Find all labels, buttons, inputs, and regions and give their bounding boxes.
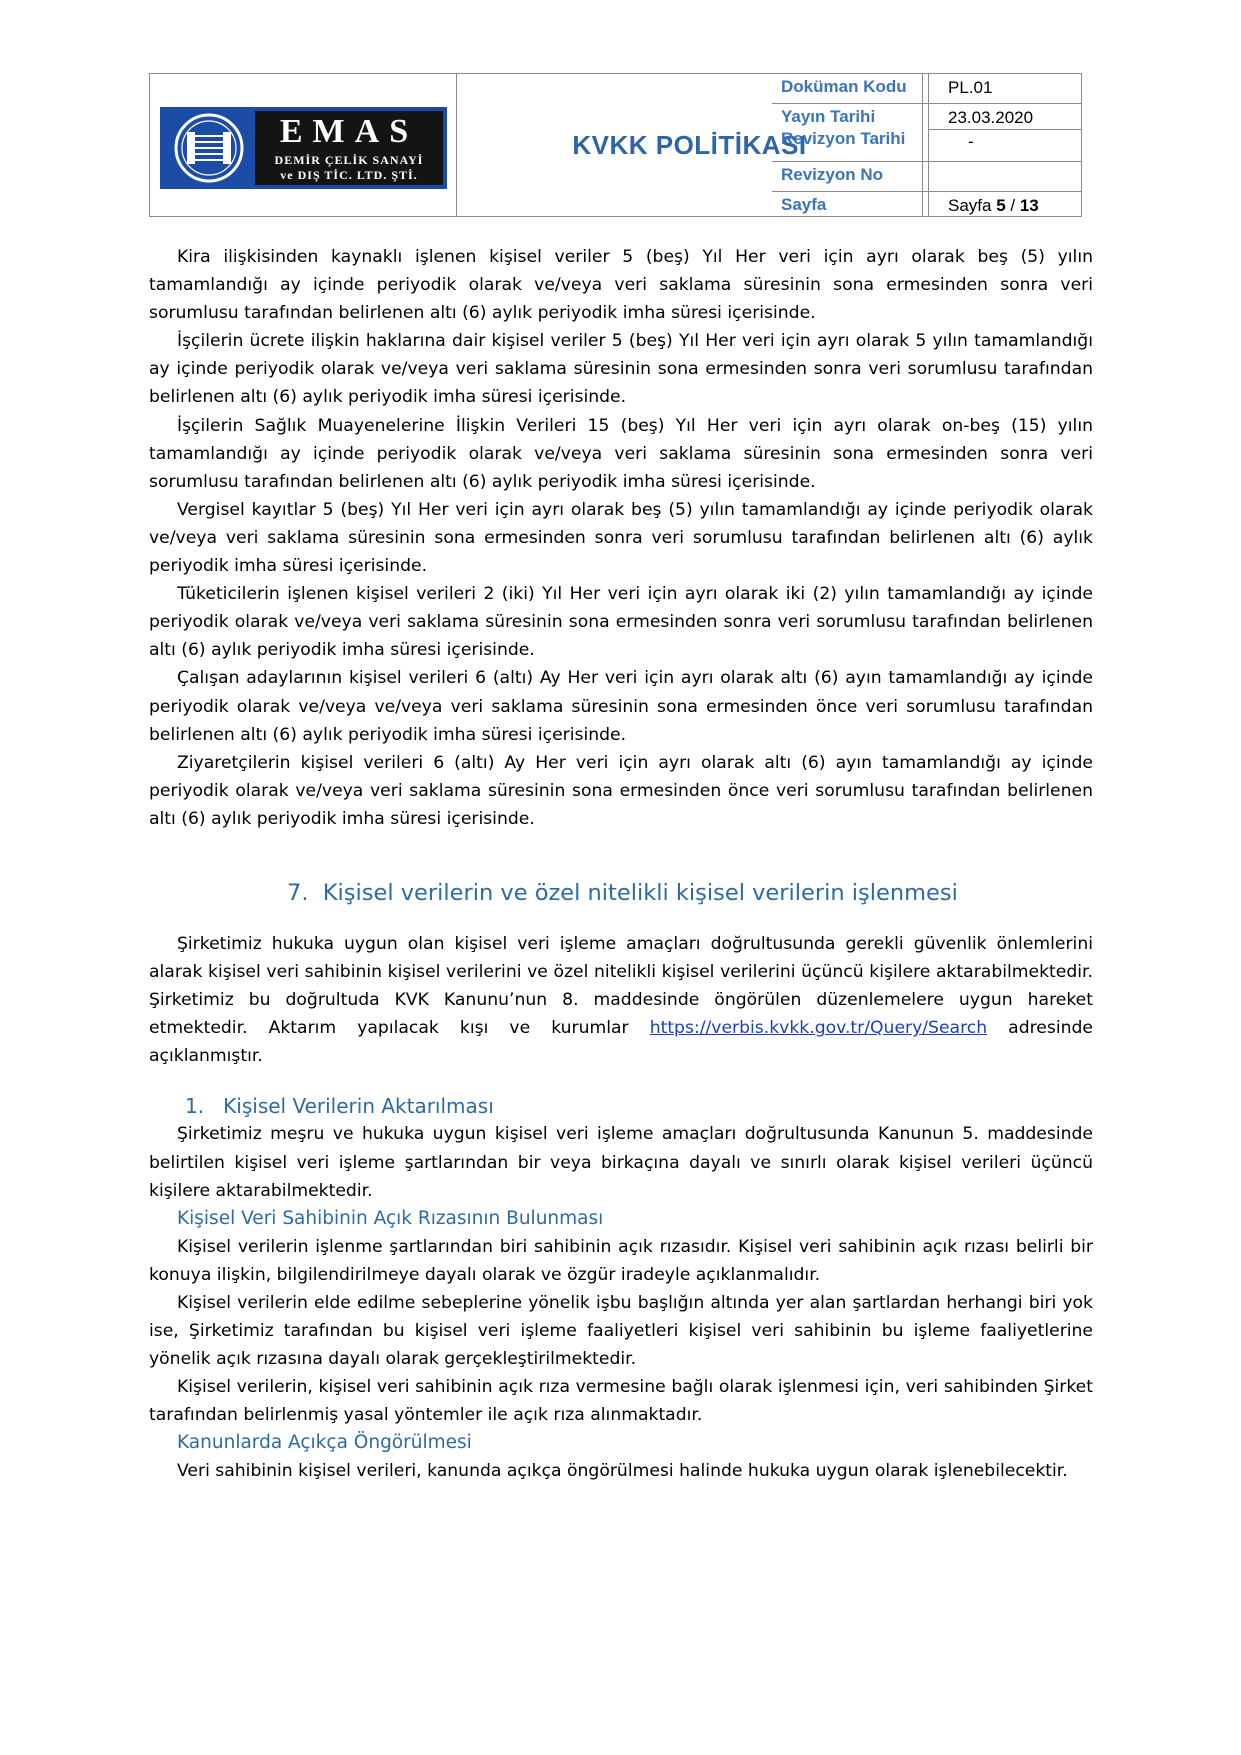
section-7-number: 7. <box>287 879 309 906</box>
law-paragraph: Veri sahibinin kişisel verileri, kanunda açıkça öngörülmesi halinde hukuka uygun olarak işlenebilecektir. <box>177 1461 1068 1482</box>
subsection-1-title: Kişisel Verilerin Aktarılması <box>223 1094 494 1119</box>
logo-emblem-icon <box>165 112 254 184</box>
subsection-1-text: Şirketimiz meşru ve hukuka uygun kişisel veri işleme amaçları doğrultusunda Kanunun 5. maddesinde belirtilen kişisel veri işleme şartlarından bir veya birkaçına dayalı ve sınırlı olarak kişisel verileri üçüncü kişilere aktarabilmektedir. <box>149 1124 1093 1201</box>
pub-date-label: Yayın Tarihi <box>781 107 876 126</box>
consent-heading: Kişisel Veri Sahibinin Açık Rızasının Bulunması <box>177 1207 604 1229</box>
logo-line-2: ve DIŞ TİC. LTD. ŞTİ. <box>280 168 418 182</box>
consent-paragraph: Kişisel verilerin elde edilme sebeplerine yönelik işbu başlığın altında yer alan şartlardan herhangi biri yok ise, Şirketimiz tarafından bu kişisel veri işleme faaliyetleri kişisel veri sahibinin bu işleme faaliyetlerine yönelik açık rızasına dayalı olarak gerçekleştirilmektedir. <box>149 1292 1093 1370</box>
rev-no-label: Revizyon No <box>781 165 884 184</box>
verbis-link[interactable]: https://verbis.kvkk.gov.tr/Query/Search <box>649 1018 988 1039</box>
page-total: 13 <box>1019 196 1039 215</box>
law-heading: Kanunlarda Açıkça Öngörülmesi <box>177 1432 472 1454</box>
section-7-intro-tail: adresinde açıklanmıştır. <box>149 1018 1093 1067</box>
retention-paragraph: Çalışan adaylarının kişisel verileri 6 (altı) Ay Her veri için ayrı olarak altı (6) ayın tamamlandığı ay içinde periyodik olarak ve/veya ve/veya veri saklama süresinin sona ermesinden önce veri sorumlusu tarafından belirlenen altı (6) aylık periyodik imha süresi içerisinde. <box>149 668 1093 745</box>
consent-paragraph: Kişisel verilerin, kişisel veri sahibinin açık rıza vermesine bağlı olarak işlenmesi için, veri sahibinden Şirket tarafından belirlenmiş yasal yöntemler ile açık rıza alınmaktadır. <box>149 1377 1093 1426</box>
consent-paragraph: Kişisel verilerin işlenme şartlarından biri sahibinin açık rızasıdır. Kişisel veri sahibinin açık rızası belirli bir konuya ilişkin, bilgilendirilmeye dayalı olarak ve özgür iradeyle açıklanmalıdır. <box>149 1236 1093 1285</box>
logo-big-text: EMAS <box>279 113 419 150</box>
document-title: KVKK POLİTİKASI <box>572 129 807 160</box>
rev-date-value: - <box>968 132 974 151</box>
doc-code-value: PL.01 <box>948 78 993 97</box>
section-7-title: Kişisel verilerin ve özel nitelikli kişisel verilerin işlenmesi <box>322 879 958 906</box>
pub-date-value: 23.03.2020 <box>948 108 1034 127</box>
retention-paragraph: Kira ilişkisinden kaynaklı işlenen kişisel veriler 5 (beş) Yıl Her veri için ayrı olarak beş (5) yılın tamamlandığı ay içinde periyodik olarak ve/veya veri saklama süresinin sona ermesinden sonra veri sorumlusu tarafından belirlenen altı (6) aylık periyodik imha süresi içerisinde. <box>149 247 1093 324</box>
logo-line-1: DEMİR ÇELİK SANAYİ <box>274 153 424 167</box>
page-indicator <box>948 196 1039 216</box>
meta-grid <box>772 73 1082 217</box>
rev-date-label: Revizyon Tarihi <box>781 129 906 148</box>
doc-code-label: Doküman Kodu <box>781 77 907 96</box>
page-separator: / <box>1005 196 1020 215</box>
retention-paragraph: Tüketicilerin işlenen kişisel verileri 2 (iki) Yıl Her veri için ayrı olarak iki (2) yılın tamamlandığı ay içinde periyodik olarak ve/veya veri saklama süresinin sona ermesinden sonra veri sorumlusu tarafından belirlenen altı (6) aylık periyodik imha süresi içerisinde. <box>149 584 1093 661</box>
logo-wordmark <box>255 111 443 185</box>
retention-paragraph: İşçilerin Sağlık Muayenelerine İlişkin Verileri 15 (beş) Yıl Her veri için ayrı olarak on-beş (15) yılın tamamlandığı ay içinde periyodik olarak ve/veya veri saklama süresinin sona ermesinden sonra veri sorumlusu tarafından belirlenen altı (6) aylık periyodik imha süresi içerisinde. <box>149 415 1093 492</box>
logo-cell <box>150 74 457 216</box>
retention-paragraph: İşçilerin ücrete ilişkin haklarına dair kişisel veriler 5 (beş) Yıl Her veri için ayrı olarak 5 yılın tamamlandığı ay içinde periyodik olarak ve/veya veri saklama süresinin sona ermesinden sonra veri sorumlusu tarafından belirlenen altı (6) aylık periyodik imha süresi içerisinde. <box>149 331 1093 408</box>
subsection-1-number: 1. <box>185 1094 205 1119</box>
retention-paragraph: Ziyaretçilerin kişisel verileri 6 (altı) Ay Her veri için ayrı olarak altı (6) ayın tamamlandığı ay içinde periyodik olarak ve/veya veri saklama süresinin sona ermesinden önce veri sorumlusu tarafından belirlenen altı (6) aylık periyodik imha süresi içerisinde. <box>149 752 1093 829</box>
page-label: Sayfa <box>781 195 827 214</box>
subsection-1-heading <box>149 1092 1093 1120</box>
page-prefix: Sayfa <box>948 196 997 215</box>
section-7-intro <box>149 930 1093 1070</box>
page-current: 5 <box>996 196 1006 215</box>
document-body <box>149 243 1093 1485</box>
company-logo <box>160 107 447 189</box>
section-7-heading <box>149 878 1093 908</box>
retention-paragraph: Vergisel kayıtlar 5 (beş) Yıl Her veri için ayrı olarak beş (5) yılın tamamlandığı ay içinde periyodik olarak ve/veya veri saklama süresinin sona ermesinden sonra veri sorumlusu tarafından belirlenen altı (6) aylık periyodik imha süresi içerisinde. <box>149 499 1093 577</box>
section-7-intro-text: Şirketimiz hukuka uygun olan kişisel veri işleme amaçları doğrultusunda gerekli güvenlik önlemlerini alarak kişisel veri sahibinin kişisel verilerini ve özel nitelikli kişisel verilerini üçüncü kişilere aktarabilmektedir. Şirketimiz bu doğrultuda KVK Kanunu’nun 8. maddesinde öngörülen düzenlemelere uygun hareket etmektedir. Aktarım yapılacak kışı ve kurumlar <box>149 933 1093 1039</box>
